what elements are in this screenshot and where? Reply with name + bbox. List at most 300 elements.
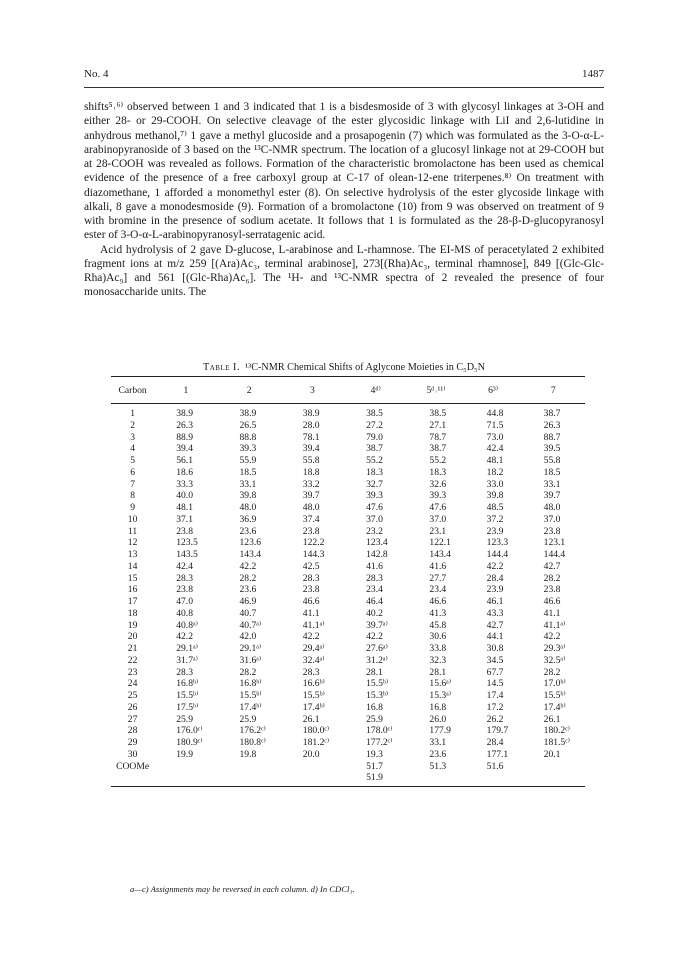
table-row	[111, 561, 585, 573]
shift-value: 17.4ᵇ⁾	[302, 701, 325, 713]
shift-value: 179.7	[486, 725, 509, 737]
page-number: 1487	[582, 68, 604, 80]
shift-value	[154, 761, 217, 773]
shift-value: 23.9	[486, 525, 504, 537]
shift-value: 41.1ᵃ⁾	[302, 619, 325, 631]
carbon-label: 21	[127, 643, 138, 654]
shift-value: 18.5	[543, 466, 561, 478]
shift-value: 16.8	[366, 701, 383, 713]
table-row	[111, 479, 585, 491]
carbon-label: 24	[127, 678, 138, 690]
shift-value: 39.8	[239, 490, 257, 502]
shift-value: 23.8	[176, 584, 193, 596]
shift-value: 28.2	[543, 572, 561, 584]
shift-value: 32.7	[366, 478, 383, 490]
shift-value: 67.7	[486, 666, 504, 678]
header-rule	[84, 87, 604, 88]
shift-value: 55.8	[302, 455, 320, 466]
shift-value: 29.1ᵃ⁾	[176, 643, 198, 654]
shift-value: 33.1	[543, 478, 561, 490]
shift-value: 48.0	[302, 502, 320, 513]
table-row	[111, 608, 585, 620]
carbon-label: 22	[127, 654, 138, 666]
shift-value: 123.5	[176, 537, 198, 549]
column-header-carbon: Carbon	[111, 377, 154, 404]
shift-value: 23.4	[366, 584, 383, 596]
carbon-label: 20	[127, 631, 138, 643]
shift-value: 180.0ᶜ⁾	[302, 725, 330, 737]
shift-value: 23.2	[366, 525, 383, 537]
shift-value: 26.5	[239, 419, 257, 431]
shift-value: 15.5ᵇ⁾	[366, 678, 389, 690]
carbon-label: 14	[127, 560, 138, 572]
paragraph: shifts⁵˒⁶⁾ observed between 1 and 3 indicated that 1 is a bisdesmoside of 3 with glycosyl linkages at 3-OH and either 28- or 29-COOH. On selective cleavage of the ester glycosidic linkage with LiI and 2,6-lutidine in anhydrous methanol,⁷⁾ 1 gave a methyl glucoside and a prosapogenin (7) which was formulated as the 3-O-α-L-arabinopyranoside of 3 based on the ¹³C-NMR spectrum. The location of a glucosyl linkage not at 29-COOH but at 28-COOH was revealed as follows. Formation of the characteristic bromolactone has been used as chemical evidence of the presence of a free carboxyl group at C-17 of olean-12-ene triterpenes.⁸⁾ On treatment with diazomethane, 1 afforded a monomethyl ester (8). On selective hydrolysis of the ester glycoside linkage with alkali, 8 gave a monodesmoside (9). Formation of a bromolactone (10) from 9 was observed on treatment of 9 with bromine in the presence of sodium acetate. It follows that 1 is formulated as the 28-β-D-glucopyranosyl ester of 3-O-α-L-arabinopyranosyl-serratagenic acid.	[84, 101, 604, 242]
shift-value: 38.5	[366, 408, 383, 419]
shift-value: 37.2	[486, 513, 504, 525]
carbon-label: 9	[130, 502, 135, 513]
shift-value: 40.8ᵃ⁾	[176, 619, 198, 631]
carbon-label: 15	[127, 572, 138, 584]
table-row	[111, 490, 585, 502]
shift-value: 28.3	[176, 666, 193, 678]
shift-value: 55.2	[366, 455, 383, 466]
carbon-label: 16	[127, 584, 138, 596]
carbon-label: 8	[130, 490, 135, 502]
shift-value: 15.5ᵇ⁾	[302, 690, 325, 701]
shift-value: 40.8	[176, 607, 193, 619]
carbon-label: 29	[127, 737, 138, 748]
shift-value: 39.4	[302, 443, 320, 455]
shift-value	[522, 761, 585, 773]
shift-value: 28.2	[239, 666, 257, 678]
shift-value: 33.8	[429, 643, 447, 654]
table-row	[111, 737, 585, 749]
shift-value: 17.4ᵇ⁾	[543, 701, 566, 713]
carbon-label: 26	[127, 701, 138, 713]
shift-value: 39.7ᵃ⁾	[366, 619, 388, 631]
shift-value: 29.4ᵃ⁾	[302, 643, 325, 654]
shift-value: 46.6	[543, 596, 561, 607]
shift-value: 23.6	[239, 584, 257, 596]
shift-value: 48.1	[486, 455, 504, 466]
shift-value: 37.0	[429, 513, 447, 525]
carbon-label: 10	[127, 513, 138, 525]
shift-value: 123.3	[486, 537, 509, 549]
shift-value: 48.0	[239, 502, 257, 513]
shift-value: 28.3	[176, 572, 193, 584]
shift-value: 15.5ᵇ⁾	[543, 690, 566, 701]
shift-value: 32.6	[429, 478, 447, 490]
table-row	[111, 502, 585, 514]
carbon-label: 25	[127, 690, 138, 701]
carbon-label: 7	[130, 478, 135, 490]
shift-value: 55.2	[429, 455, 447, 466]
shift-value: 32.4ᵃ⁾	[302, 654, 325, 666]
shift-value: 42.2	[239, 560, 257, 572]
shift-value: 20.0	[302, 748, 320, 760]
shift-value: 79.0	[366, 431, 383, 443]
shift-value: 23.9	[486, 584, 504, 596]
shift-value: 144.3	[302, 549, 325, 560]
shift-value: 51.6	[486, 760, 504, 772]
table-row	[111, 420, 585, 432]
shift-value: 178.0ᶜ⁾	[366, 725, 393, 737]
shift-value	[281, 761, 344, 773]
shift-value: 40.2	[366, 607, 383, 619]
table-row	[111, 655, 585, 667]
shift-value: 39.8	[486, 490, 504, 502]
carbon-label: 17	[127, 596, 138, 607]
shift-value: 144.4	[543, 549, 566, 560]
table-row	[111, 404, 585, 420]
shift-value: 26.3	[543, 419, 561, 431]
shift-value: 25.9	[366, 713, 383, 725]
shift-value: 41.3	[429, 607, 447, 619]
shift-value: 180.8ᶜ⁾	[239, 737, 266, 748]
shift-value: 18.6	[176, 466, 193, 478]
table-row	[111, 573, 585, 585]
table-row	[111, 537, 585, 549]
shift-value: 23.6	[239, 525, 257, 537]
shift-value: 45.8	[429, 619, 447, 631]
table-row	[111, 467, 585, 479]
shift-value: 31.2ᵃ⁾	[366, 654, 388, 666]
shift-value: 42.7	[543, 560, 561, 572]
shift-value: 23.8	[543, 525, 561, 537]
shift-value	[465, 772, 522, 786]
shift-value: 28.3	[302, 572, 320, 584]
shift-value: 33.1	[429, 737, 447, 748]
table-row	[111, 526, 585, 538]
shift-value: 15.5ᵇ⁾	[239, 690, 262, 701]
shift-value: 42.4	[486, 443, 504, 455]
shift-value: 23.8	[176, 525, 193, 537]
carbon-label: 12	[127, 537, 138, 549]
shift-value: 37.0	[543, 513, 561, 525]
shift-value: 28.3	[366, 572, 383, 584]
shift-value: 14.5	[486, 678, 504, 690]
shift-value: 38.9	[239, 408, 257, 419]
shift-value: 34.5	[486, 654, 504, 666]
shift-value: 19.8	[239, 748, 257, 760]
shift-value: 78.1	[302, 431, 320, 443]
paragraph: Acid hydrolysis of 2 gave D-glucose, L-arabinose and L-rhamnose. The EI-MS of peracetylated 2 exhibited fragment ions at m/z 259 [(Ara)Ac₃, terminal arabinose], 273[(Rha)Ac₃, terminal rhamnose], 849 [(Glc-Glc-Rha)Ac₉] and 561 [(Glc-Rha)Ac₆]. The ¹H- and ¹³C-NMR spectra of 2 revealed the presence of four monosaccharide units. The	[84, 243, 604, 299]
table-row	[111, 584, 585, 596]
shift-value: 28.0	[302, 419, 320, 431]
shift-value: 123.1	[543, 537, 566, 549]
carbon-label: COOMe	[116, 760, 150, 772]
column-header-compound: 5ᵈ˒¹¹⁾	[407, 377, 464, 404]
shift-value: 42.7	[486, 619, 504, 631]
shift-value: 25.9	[176, 713, 193, 725]
carbon-label: 6	[130, 466, 135, 478]
shift-value: 42.2	[486, 560, 504, 572]
shift-value: 46.9	[239, 596, 257, 607]
shift-value: 48.0	[543, 502, 561, 513]
shift-value	[154, 772, 217, 786]
shift-value	[218, 772, 281, 786]
shift-value: 27.6ᵃ⁾	[366, 643, 388, 654]
table-row	[111, 690, 585, 702]
shift-value: 142.8	[366, 549, 388, 560]
shift-value: 122.1	[429, 537, 451, 549]
shift-value: 42.5	[302, 560, 320, 572]
shift-value: 31.6ᵃ⁾	[239, 654, 262, 666]
table-row	[111, 514, 585, 526]
shift-value: 32.3	[429, 654, 447, 666]
shift-value: 42.0	[239, 631, 257, 643]
shift-value: 40.7ᵃ⁾	[239, 619, 262, 631]
table-row	[111, 667, 585, 679]
carbon-label: 5	[130, 455, 135, 466]
shift-value: 17.4	[486, 690, 504, 701]
table-row	[111, 702, 585, 714]
table-row	[111, 643, 585, 655]
shift-value: 46.6	[302, 596, 320, 607]
shift-value: 28.2	[543, 666, 561, 678]
carbon-label: 2	[130, 419, 135, 431]
shift-value: 41.1	[543, 607, 561, 619]
shift-value: 38.7	[429, 443, 447, 455]
shift-value: 23.8	[302, 584, 320, 596]
shift-value: 26.0	[429, 713, 447, 725]
shift-value: 42.2	[302, 631, 320, 643]
shift-value: 55.9	[239, 455, 257, 466]
shift-value: 47.6	[366, 502, 383, 513]
shift-value: 18.3	[366, 466, 383, 478]
shift-value: 46.6	[429, 596, 447, 607]
shift-value: 29.3ᵃ⁾	[543, 643, 566, 654]
column-header-compound: 6³⁾	[465, 377, 522, 404]
shift-value: 46.4	[366, 596, 383, 607]
shift-value: 19.9	[176, 748, 193, 760]
shift-value: 143.4	[239, 549, 262, 560]
shift-value: 56.1	[176, 455, 193, 466]
carbon-label: 4	[130, 443, 135, 455]
shift-value: 88.7	[543, 431, 561, 443]
shift-value: 48.5	[486, 502, 504, 513]
shift-value: 15.6ᵃ⁾	[429, 678, 452, 690]
shift-value: 88.9	[176, 431, 193, 443]
shift-value: 38.9	[176, 408, 193, 419]
shift-value: 26.1	[543, 713, 561, 725]
nmr-shift-table	[111, 376, 585, 787]
carbon-label: 11	[127, 525, 138, 537]
shift-value: 17.2	[486, 701, 504, 713]
shift-value: 88.8	[239, 431, 257, 443]
shift-value: 38.7	[366, 443, 383, 455]
shift-value	[218, 761, 281, 773]
table-row	[111, 678, 585, 690]
column-header-compound: 3	[281, 377, 344, 404]
shift-value: 46.1	[486, 596, 504, 607]
shift-value: 39.3	[239, 443, 257, 455]
shift-value: 177.1	[486, 748, 509, 760]
shift-value: 19.3	[366, 748, 383, 760]
shift-value	[407, 772, 464, 786]
body-text	[84, 100, 604, 300]
shift-value: 39.3	[429, 490, 447, 502]
column-header-compound: 7	[522, 377, 585, 404]
shift-value: 181.2ᶜ⁾	[302, 737, 330, 748]
shift-value: 31.7ᵃ⁾	[176, 654, 198, 666]
shift-value: 40.0	[176, 490, 193, 502]
shift-value: 55.8	[543, 455, 561, 466]
shift-value: 47.6	[429, 502, 447, 513]
table-row	[111, 596, 585, 608]
table-row	[111, 749, 585, 761]
column-header-compound: 4ᵈ⁾	[344, 377, 407, 404]
shift-value: 33.2	[302, 478, 320, 490]
shift-value: 18.3	[429, 466, 447, 478]
shift-value: 17.4ᵇ⁾	[239, 701, 262, 713]
table-row	[111, 631, 585, 643]
shift-value: 71.5	[486, 419, 504, 431]
table-body	[111, 404, 585, 787]
shift-value: 39.4	[176, 443, 193, 455]
table-row	[111, 714, 585, 726]
table-row	[111, 620, 585, 632]
shift-value: 27.7	[429, 572, 447, 584]
table-row	[111, 443, 585, 455]
shift-value: 41.1ᵃ⁾	[543, 619, 566, 631]
shift-value: 16.6ᵇ⁾	[302, 678, 325, 690]
shift-value: 23.8	[302, 525, 320, 537]
shift-value: 32.5ᵃ⁾	[543, 654, 566, 666]
shift-value: 16.8ᵇ⁾	[239, 678, 262, 690]
shift-value: 38.9	[302, 408, 320, 419]
table-footnote: a—c) Assignments may be reversed in each column. d) In CDCl₃.	[130, 884, 355, 894]
shift-value: 33.1	[239, 478, 257, 490]
carbon-label: 13	[127, 549, 138, 560]
table-row	[111, 549, 585, 561]
table-row	[111, 761, 585, 773]
table-row	[111, 725, 585, 737]
shift-value: 181.5ᶜ⁾	[543, 737, 571, 748]
shift-value: 39.3	[366, 490, 383, 502]
shift-value: 26.1	[302, 713, 320, 725]
shift-value: 144.4	[486, 549, 509, 560]
table-row	[111, 455, 585, 467]
shift-value: 33.3	[176, 478, 193, 490]
carbon-label: 23	[127, 666, 138, 678]
shift-value: 17.0ᵇ⁾	[543, 678, 566, 690]
shift-value: 42.2	[366, 631, 383, 643]
shift-value: 30.6	[429, 631, 447, 643]
shift-value: 33.0	[486, 478, 504, 490]
table-caption	[84, 362, 604, 373]
shift-value: 38.7	[543, 408, 561, 419]
shift-value: 27.1	[429, 419, 447, 431]
shift-value: 177.2ᶜ⁾	[366, 737, 393, 748]
shift-value: 28.3	[302, 666, 320, 678]
shift-value: 20.1	[543, 748, 561, 760]
shift-value: 28.4	[486, 737, 504, 748]
shift-value: 37.0	[366, 513, 383, 525]
shift-value: 41.6	[366, 560, 383, 572]
carbon-label: 28	[127, 725, 138, 737]
shift-value: 28.4	[486, 572, 504, 584]
shift-value: 123.4	[366, 537, 388, 549]
shift-value: 122.2	[302, 537, 325, 549]
column-header-compound: 2	[218, 377, 281, 404]
shift-value: 36.9	[239, 513, 257, 525]
shift-value: 18.5	[239, 466, 257, 478]
shift-value: 18.2	[486, 466, 504, 478]
shift-value: 44.8	[486, 408, 504, 419]
shift-value: 42.2	[543, 631, 561, 643]
shift-value: 26.2	[486, 713, 504, 725]
shift-value: 176.2ᶜ⁾	[239, 725, 266, 737]
shift-value: 28.2	[239, 572, 257, 584]
shift-value: 180.2ᶜ⁾	[543, 725, 571, 737]
carbon-label: 27	[127, 713, 138, 725]
shift-value: 15.3ᵃ⁾	[429, 690, 452, 701]
shift-value: 39.5	[543, 443, 561, 455]
shift-value: 51.7	[366, 760, 383, 772]
table-label: Table I.	[203, 362, 241, 373]
shift-value: 37.1	[176, 513, 193, 525]
shift-value: 51.9	[344, 772, 407, 786]
shift-value: 177.9	[429, 725, 451, 737]
shift-value: 143.5	[176, 549, 198, 560]
carbon-label: 30	[127, 748, 138, 760]
shift-value: 73.0	[486, 431, 504, 443]
shift-value	[522, 772, 585, 786]
shift-value: 30.8	[486, 643, 504, 654]
shift-value: 25.9	[239, 713, 257, 725]
shift-value: 44.1	[486, 631, 504, 643]
shift-value: 23.4	[429, 584, 447, 596]
shift-value: 41.1	[302, 607, 320, 619]
shift-value: 39.7	[543, 490, 561, 502]
column-header-compound: 1	[154, 377, 217, 404]
shift-value: 28.1	[366, 666, 383, 678]
shift-value: 48.1	[176, 502, 193, 513]
shift-value: 16.8	[429, 701, 447, 713]
carbon-label: 1	[130, 408, 135, 419]
shift-value: 38.5	[429, 408, 447, 419]
table-row	[111, 772, 585, 786]
table-row	[111, 432, 585, 444]
shift-value: 26.3	[176, 419, 193, 431]
running-header	[84, 68, 604, 82]
shift-value: 42.4	[176, 560, 193, 572]
shift-value: 123.6	[239, 537, 262, 549]
carbon-label	[111, 772, 154, 786]
shift-value: 23.1	[429, 525, 447, 537]
shift-value: 180.9ᶜ⁾	[176, 737, 203, 748]
carbon-label: 18	[127, 607, 138, 619]
shift-value: 40.7	[239, 607, 257, 619]
shift-value: 23.6	[429, 748, 447, 760]
carbon-label: 19	[127, 619, 138, 631]
carbon-label: 3	[130, 431, 135, 443]
shift-value: 15.5ᵇ⁾	[176, 690, 199, 701]
shift-value: 16.8ᵇ⁾	[176, 678, 199, 690]
shift-value	[281, 772, 344, 786]
shift-value: 51.3	[429, 760, 447, 772]
shift-value: 176.0ᶜ⁾	[176, 725, 203, 737]
table-title: ¹³C-NMR Chemical Shifts of Aglycone Moieties in C₅D₅N	[245, 362, 485, 373]
shift-value: 39.7	[302, 490, 320, 502]
shift-value: 27.2	[366, 419, 383, 431]
shift-value: 29.1ᵃ⁾	[239, 643, 262, 654]
shift-value: 23.8	[543, 584, 561, 596]
shift-value: 78.7	[429, 431, 447, 443]
shift-value: 18.8	[302, 466, 320, 478]
shift-value: 41.6	[429, 560, 447, 572]
